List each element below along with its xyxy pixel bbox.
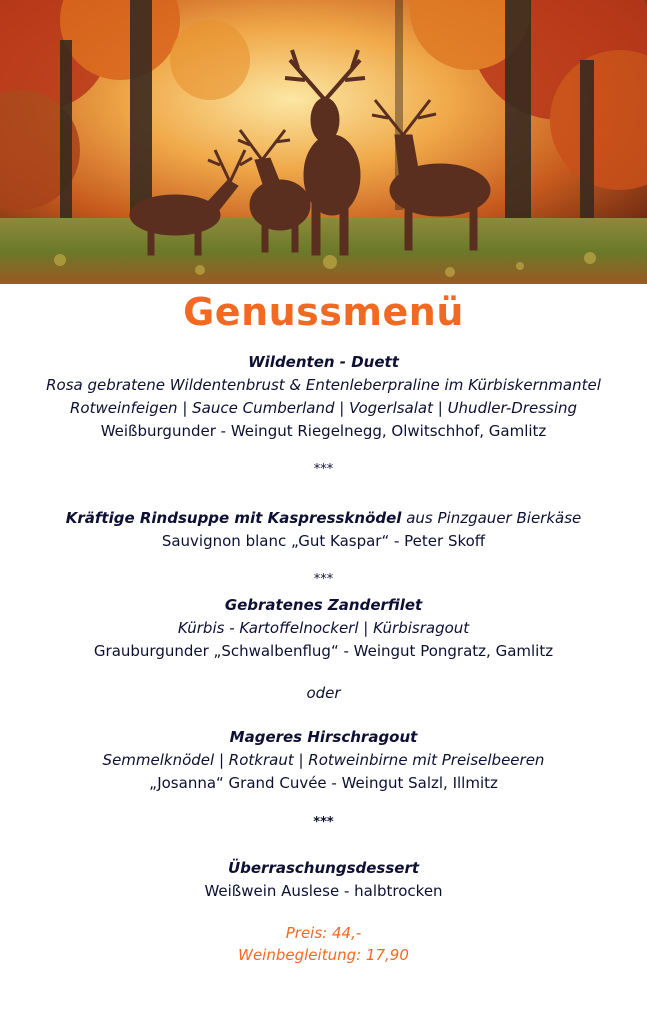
hero-image-deer-forest: [0, 0, 647, 284]
course-1-description: Rosa gebratene Wildentenbrust & Entenleberpraline im Kürbiskernmantel: [46, 376, 601, 394]
course-4-description: Semmelknödel | Rotkraut | Rotweinbirne mit Preiselbeeren: [102, 751, 545, 769]
separator-stars-3: ***: [313, 815, 334, 830]
course-1-wine: Weißburgunder - Weingut Riegelnegg, Olwitschhof, Gamlitz: [100, 422, 547, 440]
course-1-name: Wildenten - Duett: [248, 353, 399, 371]
menu-price: Preis: 44,-: [285, 924, 362, 942]
course-3-description: Kürbis - Kartoffelnockerl | Kürbisragout: [177, 619, 470, 637]
course-4-wine: „Josanna“ Grand Cuvée - Weingut Salzl, Illmitz: [149, 774, 498, 792]
course-5-name: Überraschungsdessert: [227, 859, 420, 877]
course-4-name: Mageres Hirschragout: [229, 728, 418, 746]
course-2-name-rest: aus Pinzgauer Bierkäse: [401, 509, 582, 527]
course-2-wine: Sauvignon blanc „Gut Kaspar“ - Peter Skoff: [161, 532, 486, 550]
separator-stars-1: ***: [313, 462, 334, 477]
wine-pairing-price: Weinbegleitung: 17,90: [238, 946, 409, 964]
course-3-name: Gebratenes Zanderfilet: [224, 596, 423, 614]
course-2-name: [0, 508, 647, 528]
separator-oder: oder: [306, 684, 341, 702]
course-5-wine: Weißwein Auslese - halbtrocken: [204, 882, 443, 900]
course-1-sides: Rotweinfeigen | Sauce Cumberland | Vogerlsalat | Uhudler-Dressing: [69, 399, 578, 417]
separator-stars-2: ***: [313, 572, 334, 587]
course-3-wine: Grauburgunder „Schwalbenflug“ - Weingut Pongratz, Gamlitz: [93, 642, 554, 660]
menu-title: Genussmenü: [183, 290, 464, 334]
course-2-name-bold: Kräftige Rindsuppe mit Kaspressknödel: [65, 509, 402, 527]
deer-forest-illustration: [0, 0, 647, 284]
